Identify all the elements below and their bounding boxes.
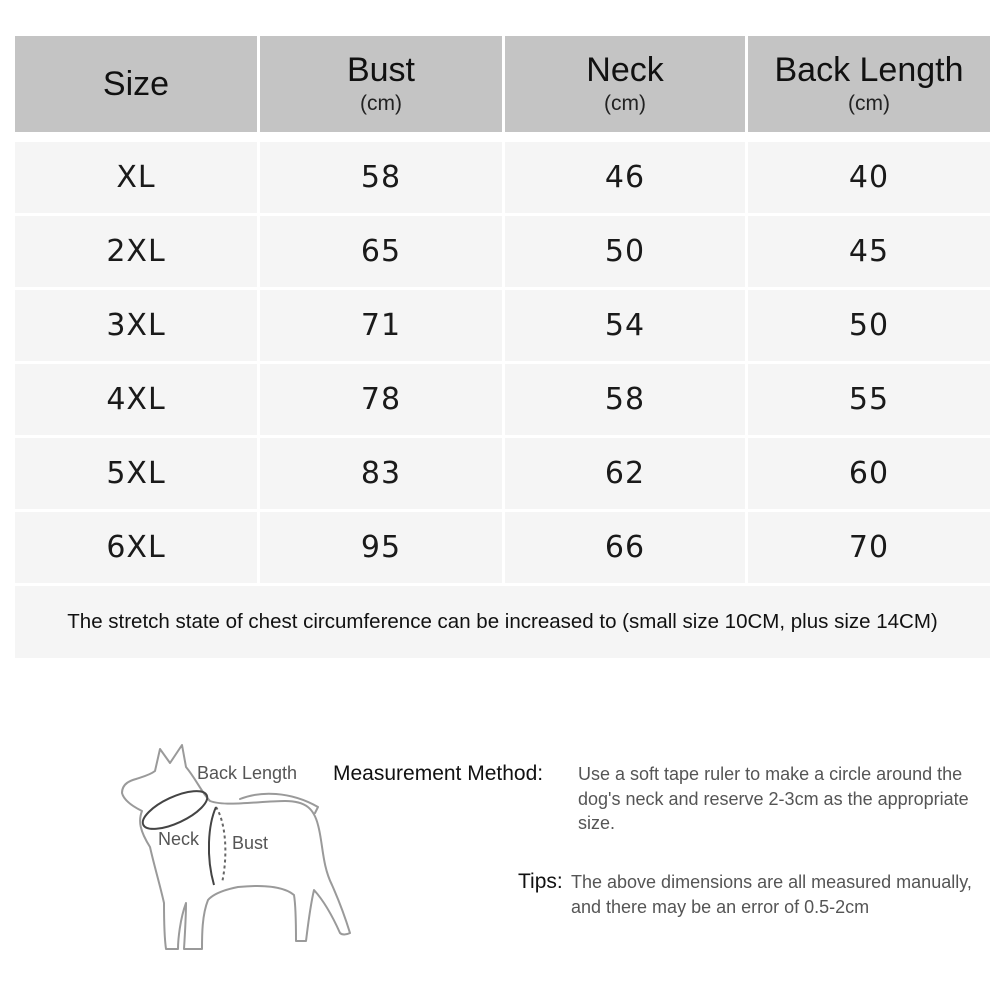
cell-neck: 66 bbox=[505, 512, 745, 583]
cell-back-length: 40 bbox=[748, 142, 990, 213]
cell-neck: 50 bbox=[505, 216, 745, 287]
cell-size: XL bbox=[15, 142, 257, 213]
table-row bbox=[15, 142, 990, 213]
back-length-label: Back Length bbox=[197, 763, 298, 783]
cell-bust: 65 bbox=[260, 216, 502, 287]
measurement-method-title: Measurement Method: bbox=[333, 762, 544, 785]
table-spacer bbox=[15, 135, 990, 139]
header-unit: (cm) bbox=[360, 92, 402, 115]
cell-neck: 54 bbox=[505, 290, 745, 361]
stretch-note: The stretch state of chest circumference can be increased to (small size 10CM, plus size 14CM) bbox=[15, 586, 990, 658]
table-note-row bbox=[15, 586, 990, 658]
cell-bust: 95 bbox=[260, 512, 502, 583]
header-back-length bbox=[748, 36, 990, 132]
cell-size: 6XL bbox=[15, 512, 257, 583]
cell-back-length: 55 bbox=[748, 364, 990, 435]
tips-text: The above dimensions are all measured manually, and there may be an error of 0.5-2cm bbox=[571, 872, 972, 917]
table-row bbox=[15, 290, 990, 361]
cell-size: 4XL bbox=[15, 364, 257, 435]
cell-bust: 58 bbox=[260, 142, 502, 213]
header-label: Size bbox=[102, 65, 170, 103]
header-neck bbox=[505, 36, 745, 132]
cell-bust: 71 bbox=[260, 290, 502, 361]
header-size bbox=[15, 36, 257, 132]
neck-label: Neck bbox=[158, 829, 200, 849]
header-bust bbox=[260, 36, 502, 132]
tips-title: Tips: bbox=[518, 870, 563, 893]
header-label: Bust bbox=[346, 51, 416, 89]
table-row bbox=[15, 364, 990, 435]
cell-size: 3XL bbox=[15, 290, 257, 361]
cell-neck: 58 bbox=[505, 364, 745, 435]
dog-measurement-diagram bbox=[110, 735, 360, 965]
measurement-method-text: Use a soft tape ruler to make a circle around the dog's neck and reserve 2-3cm as the appropriate size. bbox=[578, 764, 969, 833]
bust-label: Bust bbox=[232, 833, 269, 853]
cell-neck: 46 bbox=[505, 142, 745, 213]
cell-size: 5XL bbox=[15, 438, 257, 509]
cell-back-length: 70 bbox=[748, 512, 990, 583]
cell-back-length: 50 bbox=[748, 290, 990, 361]
header-label: Back Length bbox=[774, 51, 964, 89]
header-unit: (cm) bbox=[604, 92, 646, 115]
cell-bust: 78 bbox=[260, 364, 502, 435]
cell-neck: 62 bbox=[505, 438, 745, 509]
cell-back-length: 45 bbox=[748, 216, 990, 287]
header-label: Neck bbox=[586, 51, 664, 89]
cell-bust: 83 bbox=[260, 438, 502, 509]
table-header-row bbox=[15, 36, 990, 132]
table-row bbox=[15, 438, 990, 509]
table-row bbox=[15, 512, 990, 583]
table-row bbox=[15, 216, 990, 287]
cell-back-length: 60 bbox=[748, 438, 990, 509]
cell-size: 2XL bbox=[15, 216, 257, 287]
header-unit: (cm) bbox=[848, 92, 890, 115]
size-chart-table bbox=[12, 33, 993, 661]
